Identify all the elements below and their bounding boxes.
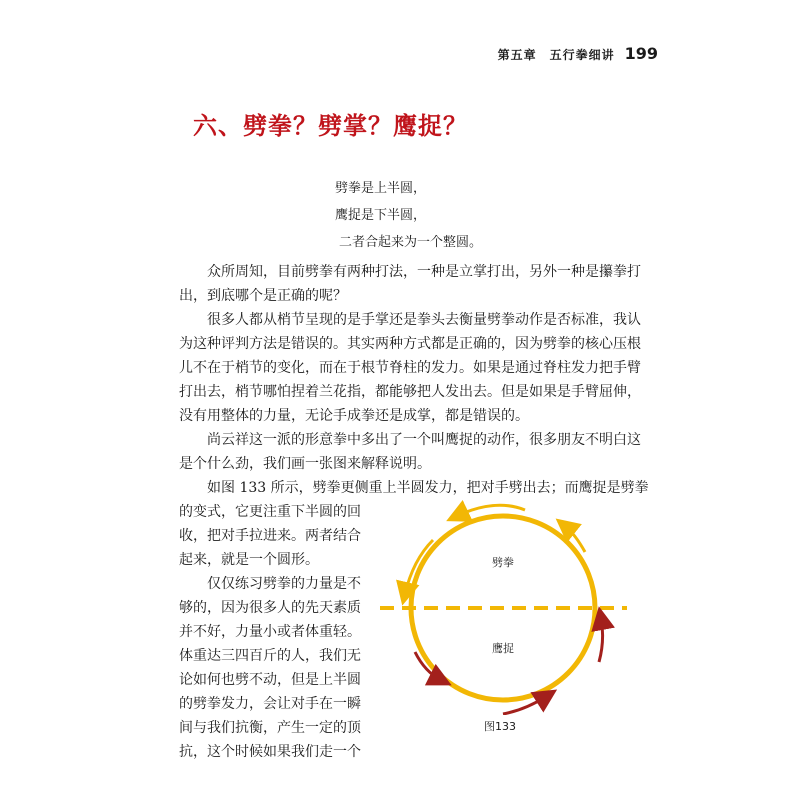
chapter-title: 第五章 五行拳细讲	[497, 48, 615, 62]
text-line: 够的，因为很多人的先天素质	[179, 600, 361, 616]
paragraph-continued	[179, 500, 399, 572]
text-line: 间与我们抗衡，产生一定的顶	[179, 720, 361, 736]
text-line: 很多人都从梢节呈现的是手掌还是拳头去衡量劈拳动作是否标准，我认	[207, 312, 641, 328]
page-number: 199	[624, 44, 658, 63]
text-line: 起来，就是一个圆形。	[179, 552, 319, 568]
text-line: 的劈拳发力，会让对手在一瞬	[179, 696, 361, 712]
text-line: 出，到底哪个是正确的呢？	[179, 288, 347, 304]
text-line: 尚云祥这一派的形意拳中多出了一个叫鹰捉的动作，很多朋友不明白这	[207, 432, 641, 448]
figure-caption: 图133	[484, 720, 516, 733]
verse-line: 鹰捉是下半圆，	[335, 208, 427, 223]
text-line: 是个什么劲，我们画一张图来解释说明。	[179, 456, 431, 472]
paragraph	[179, 572, 399, 764]
upper-label: 劈拳	[492, 556, 514, 569]
text-line: 的变式，它更注重下半圆的回	[179, 504, 361, 520]
text-line: 抗，这个时候如果我们走一个	[179, 744, 361, 760]
text-line: 为这种评判方法是错误的。其实两种方式都是正确的，因为劈拳的核心压根	[179, 336, 641, 352]
text-line: 没有用整体的力量，无论手成拳还是成掌，都是错误的。	[179, 408, 529, 424]
text-line: 收，把对手拉进来。两者结合	[179, 528, 361, 544]
text-line: 众所周知，目前劈拳有两种打法，一种是立掌打出，另外一种是攥拳打	[207, 264, 641, 280]
lower-arrow-right	[599, 618, 603, 662]
lower-arrow-left	[415, 652, 441, 680]
paragraph	[179, 308, 641, 428]
paragraph	[179, 260, 641, 308]
paragraph	[179, 428, 641, 476]
text-line: 如图 133 所示，劈拳更侧重上半圆发力，把对手劈出去；而鹰捉是劈拳	[207, 480, 649, 496]
verse-block	[335, 175, 482, 256]
text-line: 仅仅练习劈拳的力量是不	[207, 576, 361, 592]
text-line: 并不好，力量小或者体重轻。	[179, 624, 361, 640]
text-line: 打出去，梢节哪怕捏着兰花指，都能够把人发出去。但是如果是手臂屈伸，	[179, 384, 641, 400]
text-line: 论如何也劈不动，但是上半圆	[179, 672, 361, 688]
lower-label: 鹰捉	[492, 642, 514, 655]
section-title: 六、劈拳？劈掌？鹰捉？	[193, 111, 468, 140]
verse-line: 劈拳是上半圆，	[335, 181, 427, 196]
verse-line: 二者合起来为一个整圆。	[339, 235, 483, 250]
running-header	[498, 44, 658, 63]
text-line: 体重达三四百斤的人，我们无	[179, 648, 361, 664]
text-line: 儿不在于梢节的变化，而在于根节脊柱的发力。如果是通过脊柱发力把手臂	[179, 360, 641, 376]
figure-133-circle-diagram	[375, 490, 635, 715]
